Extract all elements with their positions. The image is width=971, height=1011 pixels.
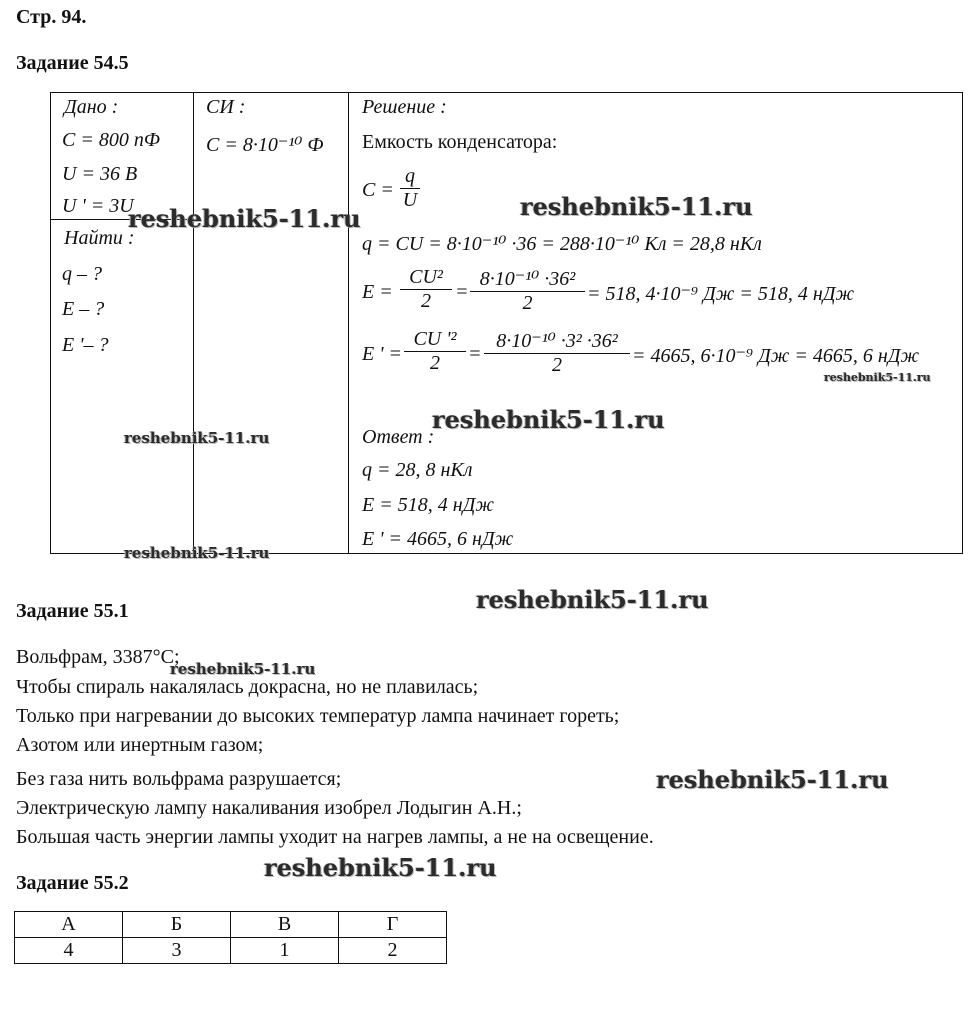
- find-header: Найти :: [64, 227, 135, 249]
- find-e: E – ?: [62, 298, 105, 320]
- formula-c-fraction: [400, 165, 420, 212]
- watermark: reshebnik5-11.ru: [432, 405, 665, 434]
- given-u: U = 36 В: [62, 163, 138, 185]
- watermark: reshebnik5-11.ru: [824, 371, 931, 384]
- answer-header: Ответ :: [362, 426, 435, 448]
- table-header-cell: Г: [339, 912, 447, 938]
- line-q: q = CU = 8·10⁻¹⁰ ·36 = 288·10⁻¹⁰ Кл = 28,8 нКл: [362, 233, 762, 255]
- answer-q: q = 28, 8 нКл: [362, 459, 473, 481]
- watermark: reshebnik5-11.ru: [124, 429, 270, 447]
- solution-header: Решение :: [362, 96, 447, 118]
- watermark: reshebnik5-11.ru: [476, 585, 709, 614]
- table-row: [15, 938, 447, 964]
- task-55-2-table: [14, 911, 447, 964]
- table-header-cell: А: [15, 912, 123, 938]
- answer-e-prime: E ' = 4665, 6 нДж: [362, 528, 514, 550]
- given-c: C = 800 пФ: [62, 129, 160, 151]
- find-q: q – ?: [62, 263, 102, 285]
- line-e2-rhs: = 4665, 6·10⁻⁹ Дж = 4665, 6 нДж: [632, 345, 920, 367]
- given-u-prime: U ' = 3U: [62, 195, 134, 217]
- watermark: reshebnik5-11.ru: [656, 765, 889, 794]
- given-header: Дано :: [64, 96, 119, 118]
- formula-c-lhs: C =: [362, 179, 394, 201]
- watermark: reshebnik5-11.ru: [264, 853, 497, 882]
- table-cell: 1: [231, 938, 339, 964]
- watermark: reshebnik5-11.ru: [124, 544, 270, 562]
- capacitance-text: Емкость конденсатора:: [362, 131, 558, 153]
- watermark: reshebnik5-11.ru: [170, 660, 316, 678]
- line-e-fraction-1: CU² 2: [400, 266, 452, 313]
- line-e2-lhs: E ' =: [362, 343, 402, 365]
- line-e-lhs: E =: [362, 281, 393, 303]
- table-cell: 4: [15, 938, 123, 964]
- task-55-1-title: Задание 55.1: [16, 600, 129, 622]
- line-e-rhs: = 518, 4·10⁻⁹ Дж = 518, 4 нДж: [587, 283, 855, 305]
- task-55-1-line: Только при нагревании до высоких температур лампа начинает гореть;: [16, 705, 620, 727]
- table-cell: 3: [123, 938, 231, 964]
- watermark: reshebnik5-11.ru: [520, 192, 753, 221]
- table-cell: 2: [339, 938, 447, 964]
- task-55-2-title: Задание 55.2: [16, 872, 129, 894]
- find-e-prime: E '– ?: [62, 334, 109, 356]
- formula-c-num: q: [405, 165, 415, 187]
- line-e2-fraction-1: CU '² 2: [404, 328, 466, 375]
- task-55-1-line: Вольфрам, 3387°С;: [16, 646, 180, 668]
- line-e-fraction-2: 8·10⁻¹⁰ ·36² 2: [470, 266, 585, 315]
- task-55-1-line: Без газа нить вольфрама разрушается;: [16, 768, 342, 790]
- answer-e: E = 518, 4 нДж: [362, 494, 494, 516]
- table-header-cell: В: [231, 912, 339, 938]
- line-e2-fraction-2: 8·10⁻¹⁰ ·3² ·36² 2: [484, 328, 630, 377]
- task-55-1-line: Азотом или инертным газом;: [16, 734, 264, 756]
- task-55-1-line: Чтобы спираль накалялась докрасна, но не плавилась;: [16, 676, 479, 698]
- si-value: C = 8·10⁻¹⁰ Ф: [206, 134, 324, 156]
- task-55-1-line: Электрическую лампу накаливания изобрел Лодыгин А.Н.;: [16, 797, 522, 819]
- watermark: reshebnik5-11.ru: [128, 204, 361, 233]
- table-header-row: [15, 912, 447, 938]
- task-54-5-title: Задание 54.5: [16, 52, 129, 74]
- table-header-cell: Б: [123, 912, 231, 938]
- formula-c-den: U: [402, 189, 418, 211]
- si-header: СИ :: [206, 96, 246, 118]
- task-55-1-line: Большая часть энергии лампы уходит на нагрев лампы, а не на освещение.: [16, 826, 654, 848]
- page-label: Стр. 94.: [16, 6, 87, 28]
